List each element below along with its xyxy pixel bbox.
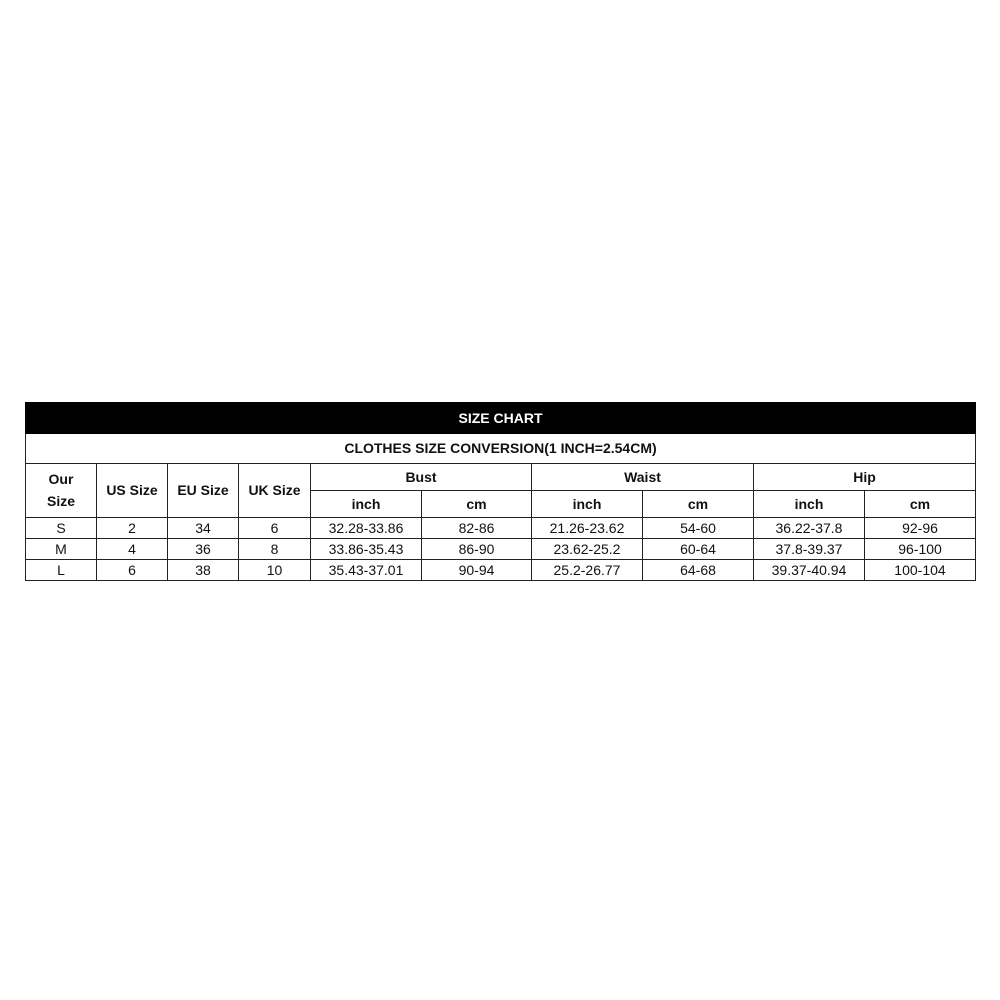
cell-eu-size: 34 <box>168 518 239 539</box>
cell-our-size: M <box>26 539 97 560</box>
cell-hip-inch: 37.8-39.37 <box>754 539 865 560</box>
cell-waist-cm: 64-68 <box>643 560 754 581</box>
cell-bust-cm: 86-90 <box>422 539 532 560</box>
cell-eu-size: 36 <box>168 539 239 560</box>
cell-us-size: 4 <box>97 539 168 560</box>
header-hip: Hip <box>754 464 976 491</box>
header-bust-cm: cm <box>422 491 532 518</box>
cell-us-size: 2 <box>97 518 168 539</box>
header-us-size: US Size <box>97 464 168 518</box>
cell-uk-size: 10 <box>239 560 311 581</box>
chart-subtitle: CLOTHES SIZE CONVERSION(1 INCH=2.54CM) <box>26 434 976 464</box>
cell-hip-cm: 100-104 <box>865 560 976 581</box>
header-uk-size: UK Size <box>239 464 311 518</box>
cell-hip-inch: 36.22-37.8 <box>754 518 865 539</box>
cell-waist-inch: 25.2-26.77 <box>532 560 643 581</box>
cell-waist-inch: 21.26-23.62 <box>532 518 643 539</box>
header-waist: Waist <box>532 464 754 491</box>
header-waist-inch: inch <box>532 491 643 518</box>
header-hip-inch: inch <box>754 491 865 518</box>
header-bust: Bust <box>311 464 532 491</box>
header-bust-inch: inch <box>311 491 422 518</box>
cell-bust-cm: 90-94 <box>422 560 532 581</box>
cell-hip-cm: 96-100 <box>865 539 976 560</box>
cell-waist-cm: 54-60 <box>643 518 754 539</box>
subtitle-row <box>26 434 976 464</box>
cell-bust-inch: 33.86-35.43 <box>311 539 422 560</box>
header-waist-cm: cm <box>643 491 754 518</box>
cell-bust-cm: 82-86 <box>422 518 532 539</box>
cell-hip-cm: 92-96 <box>865 518 976 539</box>
table-row <box>26 518 976 539</box>
cell-waist-cm: 60-64 <box>643 539 754 560</box>
header-eu-size: EU Size <box>168 464 239 518</box>
cell-our-size: L <box>26 560 97 581</box>
cell-our-size: S <box>26 518 97 539</box>
cell-us-size: 6 <box>97 560 168 581</box>
header-hip-cm: cm <box>865 491 976 518</box>
cell-uk-size: 8 <box>239 539 311 560</box>
table-row <box>26 539 976 560</box>
title-row <box>26 403 976 434</box>
table-row <box>26 560 976 581</box>
cell-bust-inch: 32.28-33.86 <box>311 518 422 539</box>
cell-hip-inch: 39.37-40.94 <box>754 560 865 581</box>
header-row-groups <box>26 464 976 491</box>
cell-bust-inch: 35.43-37.01 <box>311 560 422 581</box>
chart-title: SIZE CHART <box>26 403 976 434</box>
cell-eu-size: 38 <box>168 560 239 581</box>
header-our-size <box>26 464 97 518</box>
size-chart-table <box>25 402 976 581</box>
header-our-size-line2: Size <box>46 492 75 509</box>
cell-waist-inch: 23.62-25.2 <box>532 539 643 560</box>
cell-uk-size: 6 <box>239 518 311 539</box>
header-our-size-line1: Our <box>48 470 74 487</box>
